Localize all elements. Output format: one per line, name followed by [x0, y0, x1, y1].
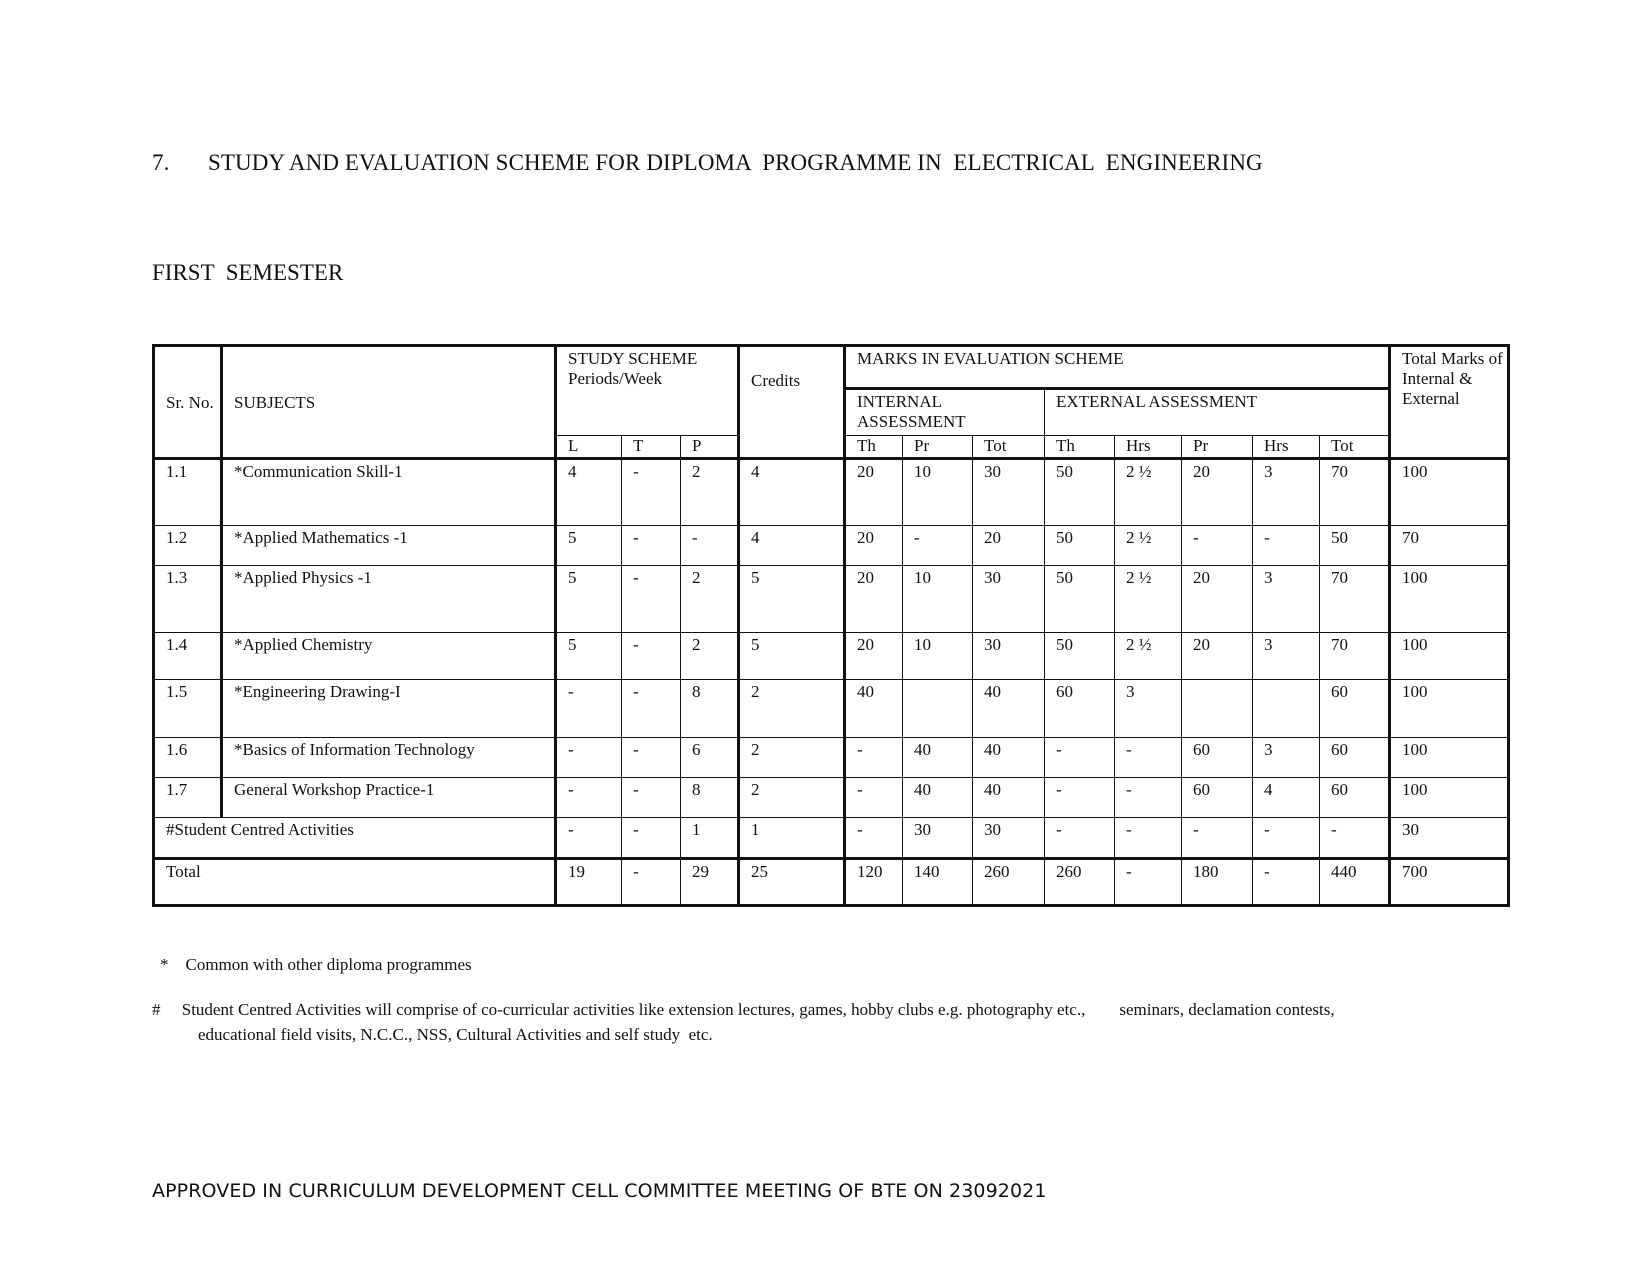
cell-int-tot: 20	[973, 526, 1045, 566]
cell-ext-th-hrs: 2 ½	[1115, 459, 1182, 526]
cell-ext-th: 50	[1045, 633, 1115, 680]
cell-ext-th: 50	[1045, 459, 1115, 526]
cell-total: 100	[1390, 738, 1509, 778]
cell-credits: 2	[739, 738, 845, 778]
cell-ext-tot: 70	[1320, 633, 1390, 680]
cell-int-tot: 30	[973, 633, 1045, 680]
cell-l: -	[556, 778, 622, 818]
cell-int-pr: 140	[903, 859, 973, 906]
cell-credits: 2	[739, 680, 845, 738]
cell-t: -	[622, 738, 681, 778]
cell-credits: 4	[739, 526, 845, 566]
cell-int-pr: 40	[903, 778, 973, 818]
cell-ext-pr: 60	[1182, 778, 1253, 818]
cell-p: 29	[681, 859, 739, 906]
cell-ext-th-hrs: -	[1115, 859, 1182, 906]
cell-credits: 5	[739, 633, 845, 680]
cell-subject: *Applied Mathematics -1	[222, 526, 556, 566]
cell-total: 100	[1390, 778, 1509, 818]
header-ext-pr-hrs: Hrs	[1253, 436, 1320, 459]
cell-t: -	[622, 633, 681, 680]
cell-int-tot: 40	[973, 778, 1045, 818]
semester-title: FIRST SEMESTER	[152, 260, 344, 285]
cell-int-th: 20	[845, 633, 903, 680]
cell-ext-th-hrs: 2 ½	[1115, 633, 1182, 680]
cell-activities-label: #Student Centred Activities	[154, 818, 556, 859]
header-int-tot: Tot	[973, 436, 1045, 459]
cell-total: 100	[1390, 633, 1509, 680]
cell-ext-th: 50	[1045, 566, 1115, 633]
cell-ext-th-hrs: -	[1115, 738, 1182, 778]
cell-credits: 1	[739, 818, 845, 859]
cell-t: -	[622, 859, 681, 906]
cell-ext-pr: -	[1182, 818, 1253, 859]
cell-ext-tot: -	[1320, 818, 1390, 859]
cell-subject: *Applied Chemistry	[222, 633, 556, 680]
header-int-th: Th	[845, 436, 903, 459]
cell-credits: 2	[739, 778, 845, 818]
cell-credits: 5	[739, 566, 845, 633]
cell-ext-th: 260	[1045, 859, 1115, 906]
header-ext-pr: Pr	[1182, 436, 1253, 459]
cell-p: 8	[681, 778, 739, 818]
cell-int-th: -	[845, 778, 903, 818]
cell-t: -	[622, 526, 681, 566]
header-int-pr: Pr	[903, 436, 973, 459]
cell-ext-th-hrs: -	[1115, 818, 1182, 859]
note-activities: # Student Centred Activities will comprise of co-curricular activities like extension lectures, games, hobby clubs e.g. photography etc., seminars, declamation contests,	[152, 1000, 1335, 1019]
cell-ext-pr: 20	[1182, 566, 1253, 633]
table-row	[154, 778, 1509, 818]
activities-row	[154, 818, 1509, 859]
cell-subject: *Basics of Information Technology	[222, 738, 556, 778]
cell-sr-no: 1.6	[154, 738, 222, 778]
cell-l: 4	[556, 459, 622, 526]
cell-ext-tot: 60	[1320, 738, 1390, 778]
cell-int-pr: 10	[903, 633, 973, 680]
cell-total: 100	[1390, 459, 1509, 526]
cell-int-pr	[903, 680, 973, 738]
cell-sr-no: 1.2	[154, 526, 222, 566]
table-row	[154, 738, 1509, 778]
note-common: * Common with other diploma programmes	[160, 955, 472, 974]
cell-l: -	[556, 680, 622, 738]
table-row	[154, 459, 1509, 526]
note-activities-continued: educational field visits, N.C.C., NSS, Cultural Activities and self study etc.	[198, 1025, 713, 1044]
cell-credits: 25	[739, 859, 845, 906]
cell-int-pr: 10	[903, 459, 973, 526]
cell-p: 2	[681, 459, 739, 526]
evaluation-scheme-table	[152, 344, 1510, 907]
cell-int-th: -	[845, 818, 903, 859]
heading-number: 7.	[152, 150, 170, 175]
header-l: L	[556, 436, 622, 459]
cell-ext-pr: -	[1182, 526, 1253, 566]
cell-sr-no: 1.7	[154, 778, 222, 818]
cell-t: -	[622, 818, 681, 859]
cell-int-pr: 10	[903, 566, 973, 633]
cell-ext-pr-hrs: -	[1253, 818, 1320, 859]
cell-total-label: Total	[154, 859, 556, 906]
cell-int-th: 20	[845, 526, 903, 566]
cell-int-th: 20	[845, 566, 903, 633]
approval-footer: APPROVED IN CURRICULUM DEVELOPMENT CELL COMMITTEE MEETING OF BTE ON 23092021	[152, 1180, 1047, 1202]
cell-ext-th: 60	[1045, 680, 1115, 738]
cell-ext-tot: 440	[1320, 859, 1390, 906]
cell-ext-pr	[1182, 680, 1253, 738]
cell-ext-th: -	[1045, 818, 1115, 859]
cell-ext-th-hrs: -	[1115, 778, 1182, 818]
cell-l: 19	[556, 859, 622, 906]
header-ext-th-hrs: Hrs	[1115, 436, 1182, 459]
cell-subject: *Applied Physics -1	[222, 566, 556, 633]
cell-int-tot: 30	[973, 566, 1045, 633]
cell-t: -	[622, 778, 681, 818]
cell-int-tot: 260	[973, 859, 1045, 906]
cell-ext-th: -	[1045, 738, 1115, 778]
table-row	[154, 526, 1509, 566]
cell-p: 1	[681, 818, 739, 859]
header-t: T	[622, 436, 681, 459]
cell-ext-pr: 20	[1182, 633, 1253, 680]
cell-ext-tot: 70	[1320, 459, 1390, 526]
cell-total: 30	[1390, 818, 1509, 859]
cell-ext-tot: 60	[1320, 778, 1390, 818]
cell-int-th: -	[845, 738, 903, 778]
cell-ext-pr: 60	[1182, 738, 1253, 778]
cell-p: 2	[681, 633, 739, 680]
heading-text: STUDY AND EVALUATION SCHEME FOR DIPLOMA PROGRAMME IN ELECTRICAL ENGINEERING	[208, 150, 1263, 175]
cell-sr-no: 1.1	[154, 459, 222, 526]
cell-int-tot: 40	[973, 680, 1045, 738]
cell-p: -	[681, 526, 739, 566]
cell-l: 5	[556, 633, 622, 680]
cell-subject: General Workshop Practice-1	[222, 778, 556, 818]
cell-sr-no: 1.5	[154, 680, 222, 738]
total-row	[154, 859, 1509, 906]
header-subjects: SUBJECTS	[222, 346, 556, 459]
header-study-scheme: STUDY SCHEME Periods/Week	[556, 346, 739, 436]
table-row	[154, 566, 1509, 633]
header-p: P	[681, 436, 739, 459]
cell-sr-no: 1.3	[154, 566, 222, 633]
document-heading	[152, 150, 1263, 176]
cell-ext-th-hrs: 2 ½	[1115, 526, 1182, 566]
cell-ext-pr-hrs: -	[1253, 526, 1320, 566]
cell-p: 8	[681, 680, 739, 738]
cell-int-th: 20	[845, 459, 903, 526]
cell-int-th: 40	[845, 680, 903, 738]
cell-total: 100	[1390, 680, 1509, 738]
cell-subject: *Engineering Drawing-I	[222, 680, 556, 738]
header-external-assessment: EXTERNAL ASSESSMENT	[1045, 389, 1390, 436]
cell-ext-pr-hrs: 3	[1253, 566, 1320, 633]
cell-int-th: 120	[845, 859, 903, 906]
cell-p: 2	[681, 566, 739, 633]
cell-subject: *Communication Skill-1	[222, 459, 556, 526]
header-marks-evaluation: MARKS IN EVALUATION SCHEME	[845, 346, 1390, 389]
cell-credits: 4	[739, 459, 845, 526]
cell-ext-th-hrs: 2 ½	[1115, 566, 1182, 633]
cell-ext-pr-hrs: 3	[1253, 633, 1320, 680]
cell-l: -	[556, 738, 622, 778]
cell-int-pr: 30	[903, 818, 973, 859]
cell-ext-pr: 20	[1182, 459, 1253, 526]
cell-ext-pr-hrs: 3	[1253, 738, 1320, 778]
cell-ext-th: 50	[1045, 526, 1115, 566]
cell-ext-pr-hrs: -	[1253, 859, 1320, 906]
cell-total: 70	[1390, 526, 1509, 566]
cell-t: -	[622, 680, 681, 738]
cell-total: 700	[1390, 859, 1509, 906]
cell-total: 100	[1390, 566, 1509, 633]
header-ext-tot: Tot	[1320, 436, 1390, 459]
header-total-marks: Total Marks of Internal & External	[1390, 346, 1509, 459]
cell-ext-th: -	[1045, 778, 1115, 818]
table-row	[154, 633, 1509, 680]
cell-int-tot: 30	[973, 818, 1045, 859]
cell-l: 5	[556, 526, 622, 566]
cell-ext-th-hrs: 3	[1115, 680, 1182, 738]
cell-ext-pr: 180	[1182, 859, 1253, 906]
cell-int-pr: 40	[903, 738, 973, 778]
header-ext-th: Th	[1045, 436, 1115, 459]
cell-sr-no: 1.4	[154, 633, 222, 680]
cell-ext-pr-hrs: 3	[1253, 459, 1320, 526]
cell-l: -	[556, 818, 622, 859]
header-sr-no: Sr. No.	[154, 346, 222, 459]
cell-int-tot: 30	[973, 459, 1045, 526]
cell-t: -	[622, 459, 681, 526]
table-row	[154, 680, 1509, 738]
cell-p: 6	[681, 738, 739, 778]
cell-ext-tot: 50	[1320, 526, 1390, 566]
cell-int-pr: -	[903, 526, 973, 566]
cell-l: 5	[556, 566, 622, 633]
cell-ext-tot: 60	[1320, 680, 1390, 738]
cell-t: -	[622, 566, 681, 633]
header-internal-assessment: INTERNAL ASSESSMENT	[845, 389, 1045, 436]
header-credits: Credits	[739, 346, 845, 459]
cell-int-tot: 40	[973, 738, 1045, 778]
cell-ext-pr-hrs: 4	[1253, 778, 1320, 818]
cell-ext-pr-hrs	[1253, 680, 1320, 738]
cell-ext-tot: 70	[1320, 566, 1390, 633]
